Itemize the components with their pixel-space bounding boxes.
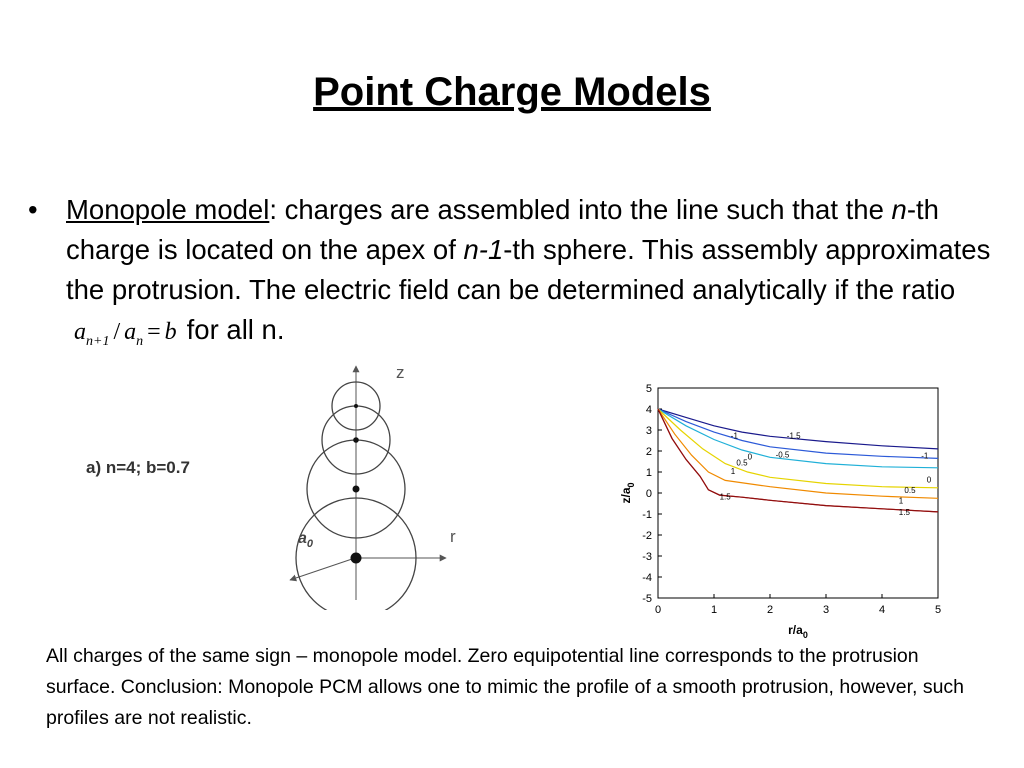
- contour-line--1.5: [658, 409, 938, 449]
- plot-frame: [658, 388, 938, 598]
- contour-label: 0.5: [736, 458, 748, 468]
- charge-3: [353, 437, 359, 443]
- y-tick-label: -4: [642, 572, 652, 584]
- y-tick-label: -3: [642, 551, 652, 563]
- y-tick-label: 1: [645, 467, 652, 479]
- contour-label: 0: [747, 452, 753, 462]
- contour-label: -1: [921, 451, 929, 461]
- y-tick-label: 4: [645, 404, 652, 416]
- bullet-n-minus-1: n-1: [463, 234, 504, 265]
- bullet-paragraph: [28, 190, 1008, 362]
- x-tick-label: 4: [878, 604, 886, 616]
- contour-label: 0: [926, 475, 932, 485]
- contour-label: 1.5: [898, 508, 910, 518]
- contour-label: -0.5: [775, 450, 790, 460]
- bullet-symbol: •: [28, 194, 38, 225]
- figure-left-label: a) n=4; b=0.7: [86, 458, 190, 477]
- y-tick-label: 3: [645, 425, 652, 437]
- slide-title: Point Charge Models: [313, 70, 711, 114]
- bullet-text-part4: for all n.: [186, 314, 285, 345]
- a0-radius-arrow: [290, 558, 355, 580]
- contour-label: -1.5: [786, 431, 801, 441]
- ratio-formula: $a_{n+1} / a_n = b$: [74, 319, 177, 349]
- x-tick-label: 3: [822, 604, 830, 616]
- z-axis-label: z: [396, 363, 405, 382]
- x-tick-label: 5: [934, 604, 942, 616]
- bullet-n: n: [891, 194, 907, 225]
- equipotential-chart: [610, 378, 960, 640]
- bullet-term: Monopole model: [66, 194, 270, 225]
- r-axis-label: r: [450, 527, 456, 546]
- x-tick-label: 1: [710, 604, 718, 616]
- x-tick-label: 2: [766, 604, 774, 616]
- charge-4: [354, 404, 358, 408]
- y-tick-label: -2: [642, 530, 652, 542]
- y-tick-label: 5: [645, 383, 652, 395]
- contour-line-0.5: [658, 409, 938, 498]
- a0-label: $a_0$: [298, 530, 314, 550]
- y-tick-label: -5: [642, 593, 652, 605]
- y-tick-label: 0: [645, 488, 652, 500]
- sphere-diagram: [0, 360, 480, 610]
- contour-label: -1: [730, 431, 738, 441]
- bullet-text-part1: : charges are assembled into the line such that the: [269, 194, 892, 225]
- bullet-text: [66, 190, 1008, 362]
- bullet-text-part3: -th sphere. This assembly approximates the protrusion. The electric field can be determined analytically if the ratio: [66, 234, 991, 305]
- charge-1: [351, 553, 362, 564]
- y-tick-label: -1: [642, 509, 652, 521]
- contour-label: 1.5: [719, 492, 731, 502]
- y-axis-label: $z/a_0$: [619, 482, 636, 504]
- x-axis-label: $r/a_0$: [788, 623, 808, 640]
- figure-caption: All charges of the same sign – monopole model. Zero equipotential line corresponds to the protrusion surface. Conclusion: Monopole PCM allows one to mimic the profile of a smooth protrusion, however, such profiles are not realistic.: [46, 645, 965, 729]
- x-tick-label: 0: [654, 604, 662, 616]
- y-tick-label: 2: [645, 446, 652, 458]
- contour-label: 0.5: [904, 486, 916, 495]
- charge-2: [353, 486, 360, 493]
- contour-label: 1: [898, 496, 904, 506]
- contour-label: 1: [730, 467, 736, 477]
- bullet-text-part2: -th charge is located on the apex of: [66, 194, 939, 265]
